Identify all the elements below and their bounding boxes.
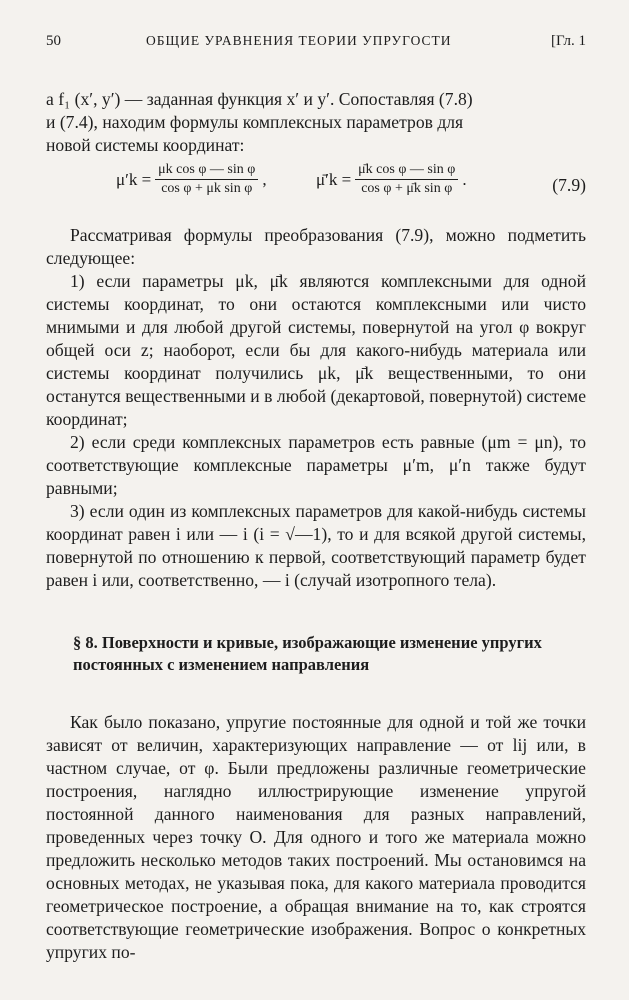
formula-lhs-2: μ̄′k = (316, 169, 352, 189)
list-item-2: 2) если среди комплексных параметров есть равные (μm = μn), то соответствующие комплексные параметры μ′m, μ′n также будут равными; (46, 432, 586, 498)
formula-separator: , (262, 169, 267, 189)
fraction-1-numerator: μk cos φ — sin φ (155, 162, 258, 180)
intro-paragraph (46, 88, 586, 157)
chapter-label: [Гл. 1 (550, 33, 586, 49)
section-heading: § 8. Поверхности и кривые, изображающие изменение упругих постоянных с изменением направления (73, 633, 542, 674)
intro-line-3: новой системы координат: (46, 135, 245, 155)
fraction-2-numerator: μ̄k cos φ — sin φ (355, 162, 458, 180)
fraction-2 (355, 162, 458, 197)
page-number: 50 (46, 33, 61, 49)
formula-end: . (462, 169, 467, 189)
fraction-1-denominator: cos φ + μk sin φ (161, 181, 253, 196)
list-item-1: 1) если параметры μk, μ̄k являются комплексными для одной системы координат, то они остаются комплексными или чисто мнимыми и для любой другой системы, повернутой на угол φ вокруг общей оси z; наоборот, если бы для какого-нибудь материала или системы координат получились μk, μ̄k вещественными, то они останутся вещественными и в любой (декартовой, повернутой) системе координат; (46, 271, 586, 429)
running-title: ОБЩИЕ УРАВНЕНИЯ ТЕОРИИ УПРУГОСТИ (146, 33, 452, 48)
formula-lhs-1: μ′k = (116, 169, 152, 189)
paragraph-intro: Рассматривая формулы преобразования (7.9), можно подметить следующее: (46, 225, 586, 268)
section-paragraph: Как было показано, упругие постоянные для одной и той же точки зависят от величин, характеризующих направление — от lij или, в частном случае, от φ. Были предложены различные геометрические построения, наглядно иллюстрирующие изменение упругой постоянной данного наименования для разных направлений, проведенных через точку O. Для одного и того же материала можно предложить несколько методов таких построений. Мы остановимся на основных методах, не указывая пока, для какого материала проводится геометрическое построение, а обращая внимание на то, как строятся соответствующие геометрические изображения. Вопрос о конкретных упругих по- (46, 712, 586, 962)
list-item-3: 3) если один из комплексных параметров для какой-нибудь системы координат равен i или — i (i = √—1), то и для всякой другой системы, повернутой по отношению к первой, соответствующий параметр будет равен i или, соответственно, — i (случай изотропного тела). (46, 501, 586, 590)
intro-line-2: и (7.4), находим формулы комплексных параметров для (46, 112, 464, 132)
running-header (46, 33, 586, 57)
intro-line-1: а f₁ (x′, y′) — заданная функция x′ и y′. Сопоставляя (7.8) (46, 89, 473, 109)
body-text-1 (46, 224, 586, 592)
body-text-2 (46, 711, 586, 964)
equation-7-9 (46, 158, 586, 214)
fraction-1 (155, 162, 258, 197)
equation-number: (7.9) (552, 175, 586, 195)
fraction-2-denominator: cos φ + μ̄k sin φ (361, 181, 453, 196)
